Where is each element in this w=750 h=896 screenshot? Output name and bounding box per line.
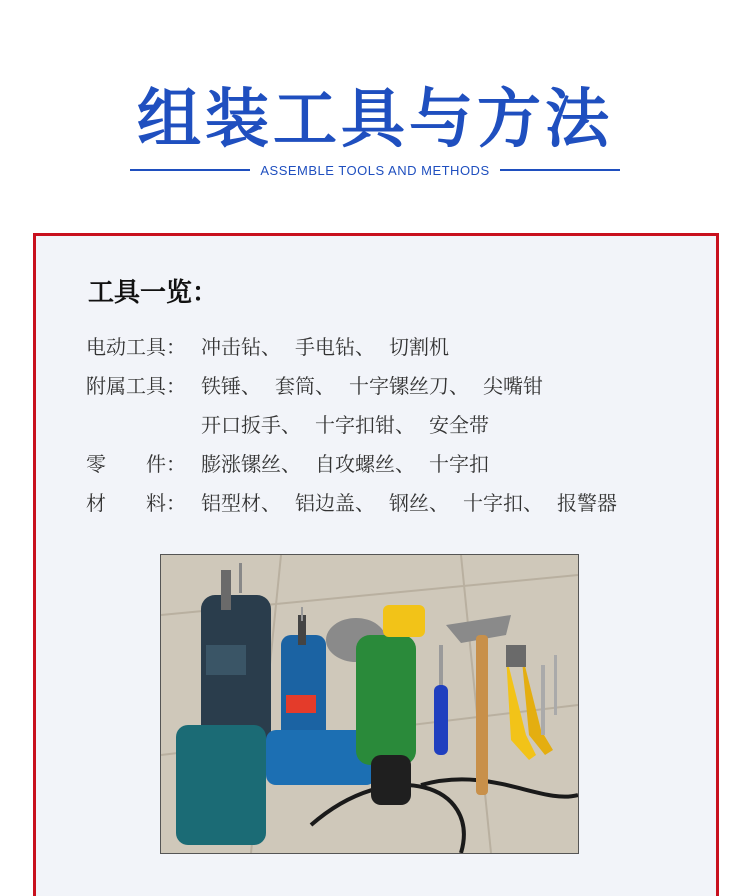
divider-left [130, 169, 250, 171]
row-item: 冲击钻、 [201, 335, 281, 359]
row-item: 十字扣钳、 [315, 413, 415, 437]
row-label: 零 件： [86, 452, 186, 476]
row-item: 安全带 [429, 413, 489, 437]
drill-bit [554, 655, 557, 715]
row-label: 附属工具： [86, 374, 186, 398]
tape-measure [383, 605, 425, 637]
row-item: 尖嘴钳 [483, 374, 543, 398]
tools-panel [33, 233, 719, 896]
list-item [86, 404, 631, 443]
row-item: 自攻螺丝、 [315, 452, 415, 476]
row-item: 铁锤、 [201, 374, 261, 398]
row-item: 铝型材、 [201, 491, 281, 515]
row-item: 膨涨镙丝、 [201, 452, 301, 476]
list-item [86, 326, 631, 365]
list-item [86, 443, 631, 482]
row-label: 电动工具： [86, 335, 186, 359]
divider-right [500, 169, 620, 171]
page-title: 组装工具与方法 [137, 83, 613, 157]
row-item: 手电钻、 [295, 335, 375, 359]
list-item [86, 482, 631, 521]
row-item: 十字扣 [429, 452, 489, 476]
tools-list [86, 326, 631, 521]
tools-photo [160, 554, 579, 854]
tools-photo-illustration [161, 555, 578, 853]
row-item: 开口扳手、 [201, 413, 301, 437]
tools-heading: 工具一览： [88, 278, 219, 308]
row-item: 套筒、 [275, 374, 335, 398]
list-item [86, 365, 631, 404]
row-item: 钢丝、 [389, 491, 449, 515]
drill-bit [541, 665, 545, 735]
page-subtitle: ASSEMBLE TOOLS AND METHODS [260, 162, 490, 178]
row-item: 报警器 [557, 491, 617, 515]
row-item: 铝边盖、 [295, 491, 375, 515]
row-item: 十字扣、 [463, 491, 543, 515]
subtitle-row [130, 160, 620, 180]
row-item: 十字镙丝刀、 [349, 374, 469, 398]
row-item: 切割机 [389, 335, 449, 359]
row-label: 材 料： [86, 491, 186, 515]
